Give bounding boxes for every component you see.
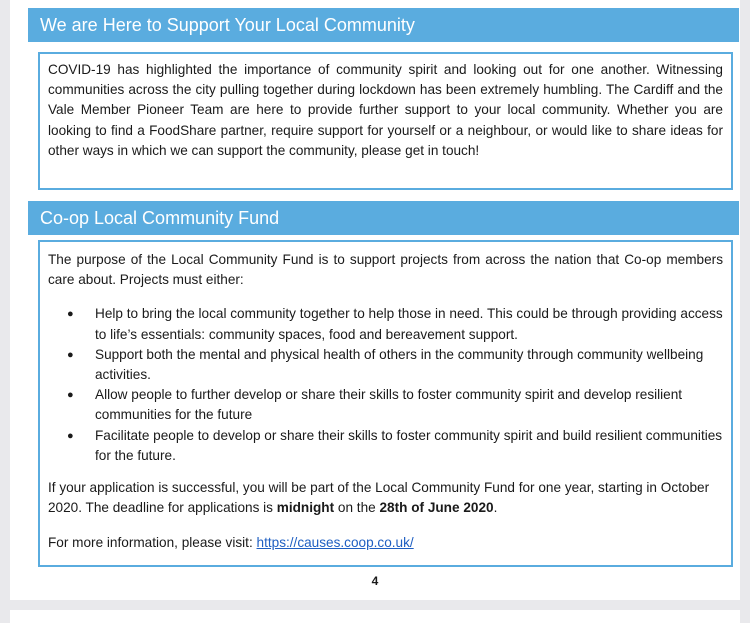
list-item bbox=[48, 345, 723, 385]
list-item bbox=[48, 304, 723, 344]
support-paragraph: COVID-19 has highlighted the importance of community spirit and looking out for one another. Witnessing communities across the city pulling together during lockdown has been extremely humbling. The Cardiff and the Vale Member Pioneer Team are here to provide further support to your local community. Whether you are looking to find a FoodShare partner, require support for yourself or a neighbour, or would like to share ideas for other ways in which we can support the community, please get in touch! bbox=[48, 62, 723, 158]
deadline-date: 28th of June 2020 bbox=[379, 500, 494, 516]
support-text-box bbox=[38, 52, 733, 190]
application-info-text: If your application is successful, you will be part of the Local Community Fund for one year, starting in October 2020. The deadline for applications is bbox=[48, 480, 710, 516]
list-item-text: Allow people to further develop or share their skills to foster community spirit and develop resilient communities for the future bbox=[95, 387, 683, 423]
more-info-paragraph bbox=[48, 533, 723, 553]
application-info-paragraph bbox=[48, 478, 723, 518]
bullet-icon: ● bbox=[67, 348, 74, 361]
fund-criteria-list bbox=[48, 304, 723, 466]
list-item-text: Support both the mental and physical health of others in the community through community wellbeing activities. bbox=[95, 346, 704, 383]
list-item bbox=[48, 426, 723, 466]
page-number: 4 bbox=[371, 574, 379, 588]
fund-text-box bbox=[38, 240, 733, 567]
section-heading-fund: Co-op Local Community Fund bbox=[28, 201, 739, 235]
list-item-text: Facilitate people to develop or share their skills to foster community spirit and build resilient communities for the future. bbox=[95, 427, 723, 463]
application-info-text-3: . bbox=[493, 500, 498, 516]
list-item bbox=[48, 385, 723, 425]
list-item-text: Help to bring the local community together to help those in need. This could be through providing access to life’s essentials: community spaces, food and bereavement support. bbox=[95, 306, 723, 342]
document-page bbox=[10, 0, 740, 600]
section-heading-support: We are Here to Support Your Local Community bbox=[28, 8, 739, 42]
next-page-edge bbox=[10, 610, 740, 623]
bullet-icon: ● bbox=[67, 389, 74, 402]
causes-link[interactable]: https://causes.coop.co.uk/ bbox=[256, 535, 414, 551]
bullet-icon: ● bbox=[67, 429, 74, 442]
more-info-label: For more information, please visit: bbox=[48, 535, 257, 551]
deadline-time: midnight bbox=[276, 500, 335, 516]
application-info-text-2: on the bbox=[334, 500, 380, 516]
bullet-icon: ● bbox=[67, 308, 74, 321]
fund-intro-paragraph: The purpose of the Local Community Fund is to support projects from across the nation that Co-op members care about. Projects must either: bbox=[48, 252, 723, 288]
